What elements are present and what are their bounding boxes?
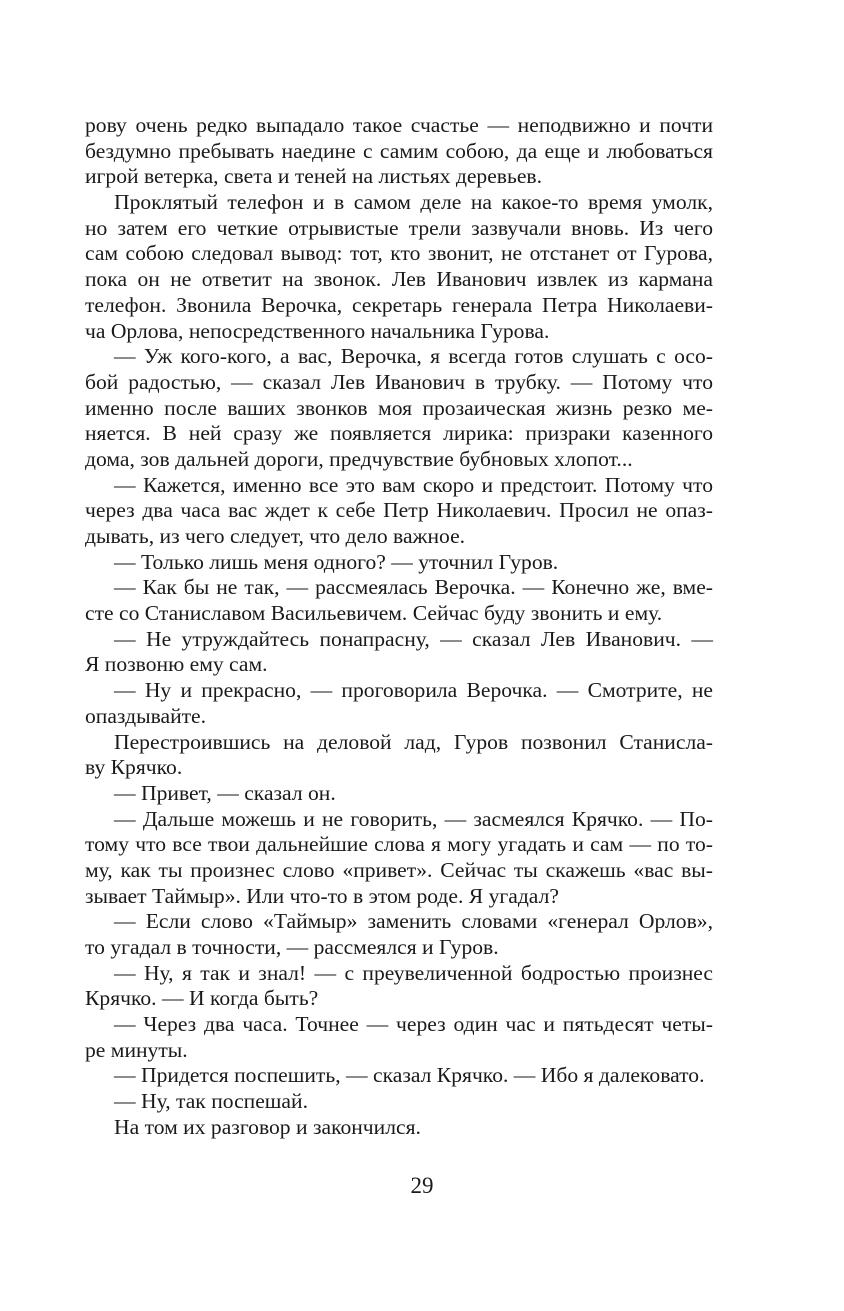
text-line: рову очень редко выпадало такое счастье — неподвижно и почти	[85, 113, 713, 137]
text-line: — Придется поспешить, — сказал Крячко. — Ибо я далековато.	[114, 1063, 705, 1088]
text-line: — Дальше можешь и не говорить, — засмеялся Крячко. — По-	[114, 806, 713, 831]
text-line: сам собою следовал вывод: тот, кто звонит, не отстанет от Гурова,	[85, 241, 713, 266]
text-line: пока он не ответит на звонок. Лев Иванович извлек из кармана	[85, 267, 713, 292]
text-line: бездумно пребывать наедине с самим собою, да еще и любоваться	[85, 138, 713, 163]
text-line: сте со Станиславом Васильевичем. Сейчас буду звонить и ему.	[85, 601, 663, 626]
text-line: — Ну, так поспешай.	[114, 1089, 308, 1114]
text-line: На том их разговор и закончился.	[114, 1114, 421, 1139]
text-line: но затем его четкие отрывистые трели зазвучали вновь. Из чего	[85, 215, 713, 240]
text-line: — Ну и прекрасно, — проговорила Верочка. — Смотрите, не	[114, 678, 713, 703]
text-line: именно после ваших звонков моя прозаическая жизнь резко ме-	[85, 395, 713, 420]
text-line: — Не утруждайтесь понапрасну, — сказал Лев Иванович. —	[114, 626, 713, 651]
text-line: няется. В ней сразу же появляется лирика: призраки казенного	[85, 421, 713, 446]
text-line: ву Крячко.	[85, 755, 183, 780]
text-line: то угадал в точности, — рассмеялся и Гуров.	[85, 935, 499, 959]
text-line: Крячко. — И когда быть?	[85, 986, 319, 1011]
text-line: опаздывайте.	[85, 703, 207, 728]
text-line: ре минуты.	[85, 1037, 188, 1062]
text-line: — Через два часа. Точнее — через один час и пятьдесят четы-	[114, 1012, 713, 1037]
text-line: Перестроившись на деловой лад, Гуров позвонил Станисла-	[114, 729, 713, 754]
text-line: дома, зов дальней дороги, предчувствие бубновых хлопот...	[85, 446, 633, 471]
text-line: Я позвоню ему сам.	[85, 652, 268, 677]
text-line: через два часа вас ждет к себе Петр Николаевич. Просил не опаз-	[85, 498, 713, 523]
text-line: — Привет, — сказал он.	[114, 780, 336, 805]
text-line: — Как бы не так, — рассмеялась Верочка. — Конечно же, вме-	[114, 575, 713, 600]
text-line: — Уж кого-кого, а вас, Верочка, я всегда готов слушать с осо-	[114, 344, 713, 369]
text-line: Проклятый телефон и в самом деле на какое-то время умолк,	[114, 190, 713, 215]
body-text	[85, 113, 713, 1141]
text-line: дывать, из чего следует, что дело важное.	[85, 524, 466, 548]
text-line: — Кажется, именно все это вам скоро и предстоит. Потому что	[114, 472, 713, 497]
text-line: игрой ветерка, света и теней на листьях деревьев.	[85, 164, 543, 189]
page-number: 29	[410, 1173, 434, 1198]
text-line: телефон. Звонила Верочка, секретарь генерала Петра Николаеви-	[85, 292, 713, 317]
text-line: бой радостью, — сказал Лев Иванович в трубку. — Потому что	[85, 369, 713, 394]
text-line: ча Орлова, непосредственного начальника Гурова.	[85, 318, 550, 343]
text-line: му, как ты произнес слово «привет». Сейчас ты скажешь «вас вы-	[85, 857, 713, 882]
text-line: — Только лишь меня одного? — уточнил Гуров.	[114, 549, 559, 574]
text-line: тому что все твои дальнейшие слова я могу угадать и сам — по то-	[85, 832, 713, 857]
text-line: — Ну, я так и знал! — с преувеличенной бодростью произнес	[114, 960, 713, 985]
text-line: зывает Таймыр». Или что-то в этом роде. Я угадал?	[85, 883, 559, 908]
text-line: — Если слово «Таймыр» заменить словами «генерал Орлов»,	[114, 909, 713, 934]
